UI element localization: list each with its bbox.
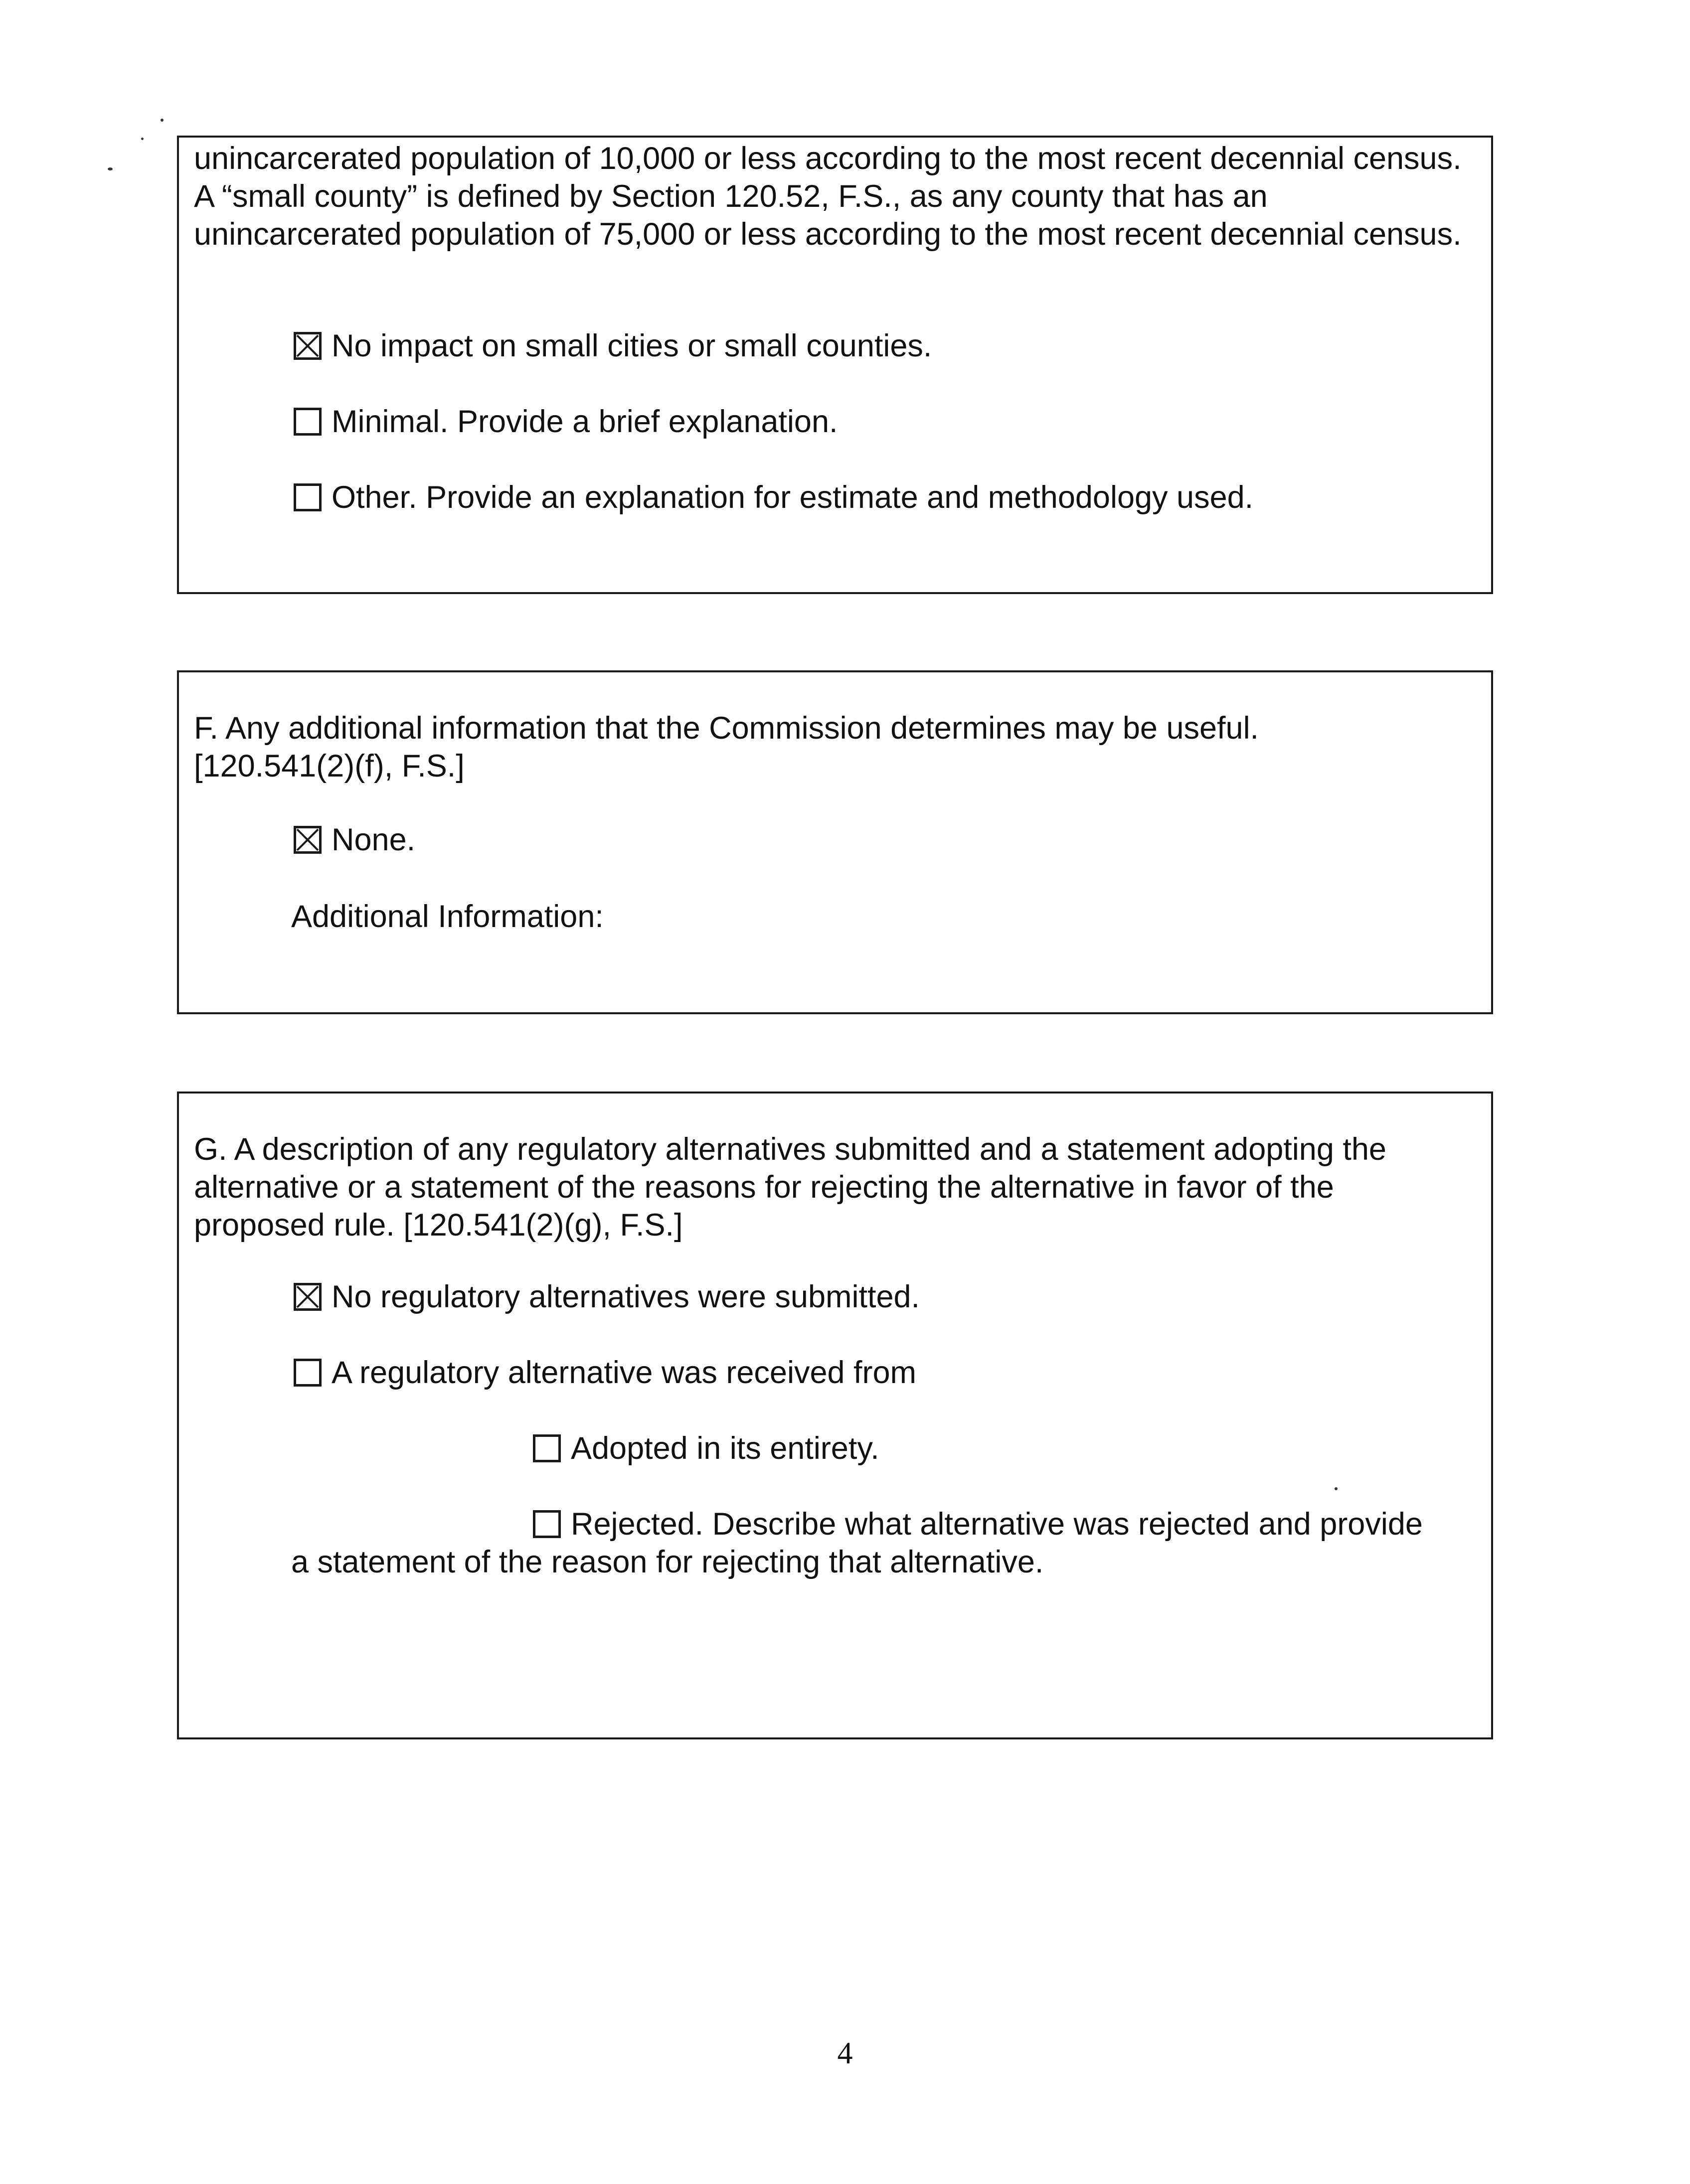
option-label: No regulatory alternatives were submitted. [332, 1279, 920, 1314]
checkbox-unchecked[interactable] [533, 1434, 561, 1462]
option-label: No impact on small cities or small counties. [332, 328, 932, 363]
option-label: Adopted in its entirety. [571, 1431, 879, 1466]
checkbox-checked[interactable] [294, 1283, 322, 1311]
checkbox-unchecked[interactable] [294, 1359, 322, 1387]
page-number: 4 [837, 2036, 853, 2070]
scan-speck [141, 138, 144, 140]
scan-speck [108, 167, 113, 170]
additional-information-label: Additional Information: [291, 899, 604, 934]
additional-information-box [177, 670, 1493, 1014]
option-minimal[interactable] [294, 403, 838, 441]
option-rejected[interactable] [533, 1505, 1423, 1543]
small-county-definition-text: unincarcerated population of 10,000 or less according to the most recent decennial census. A “small county” is defined by Section 120.52, F.S., as any county that has an unincarcerated population of 75,000 or less according to the most recent decennial census. [194, 141, 1462, 252]
small-county-impact-box [177, 136, 1493, 594]
option-label: None. [332, 822, 416, 857]
option-label: Minimal. Provide a brief explanation. [332, 404, 838, 439]
checkbox-unchecked[interactable] [533, 1510, 561, 1538]
option-other[interactable] [294, 478, 1253, 516]
rejected-continuation-text: a statement of the reason for rejecting that alternative. [291, 1545, 1044, 1579]
checkbox-checked[interactable] [294, 332, 322, 360]
option-label: Rejected. Describe what alternative was rejected and provide [571, 1507, 1423, 1542]
scan-speck [161, 119, 164, 122]
section-f-text: F. Any additional information that the Commission determines may be useful. [120.541(2)(f), F.S.] [194, 711, 1259, 783]
option-no-alternatives[interactable] [294, 1278, 920, 1316]
scan-speck [1335, 1487, 1338, 1490]
option-adopted[interactable] [533, 1429, 879, 1467]
section-g-text: G. A description of any regulatory alternatives submitted and a statement adopting the alternative or a statement of the reasons for rejecting the alternative in favor of the proposed rule. [120.541(2)(g), F.S.] [194, 1132, 1386, 1243]
option-no-impact[interactable] [294, 327, 932, 365]
regulatory-alternatives-box [177, 1092, 1493, 1739]
checkbox-unchecked[interactable] [294, 408, 322, 436]
option-alternative-received[interactable] [294, 1354, 916, 1392]
option-none[interactable] [294, 821, 415, 859]
option-label: Other. Provide an explanation for estimate and methodology used. [332, 480, 1254, 515]
checkbox-checked[interactable] [294, 826, 322, 854]
checkbox-unchecked[interactable] [294, 483, 322, 511]
option-label: A regulatory alternative was received from [332, 1355, 917, 1390]
